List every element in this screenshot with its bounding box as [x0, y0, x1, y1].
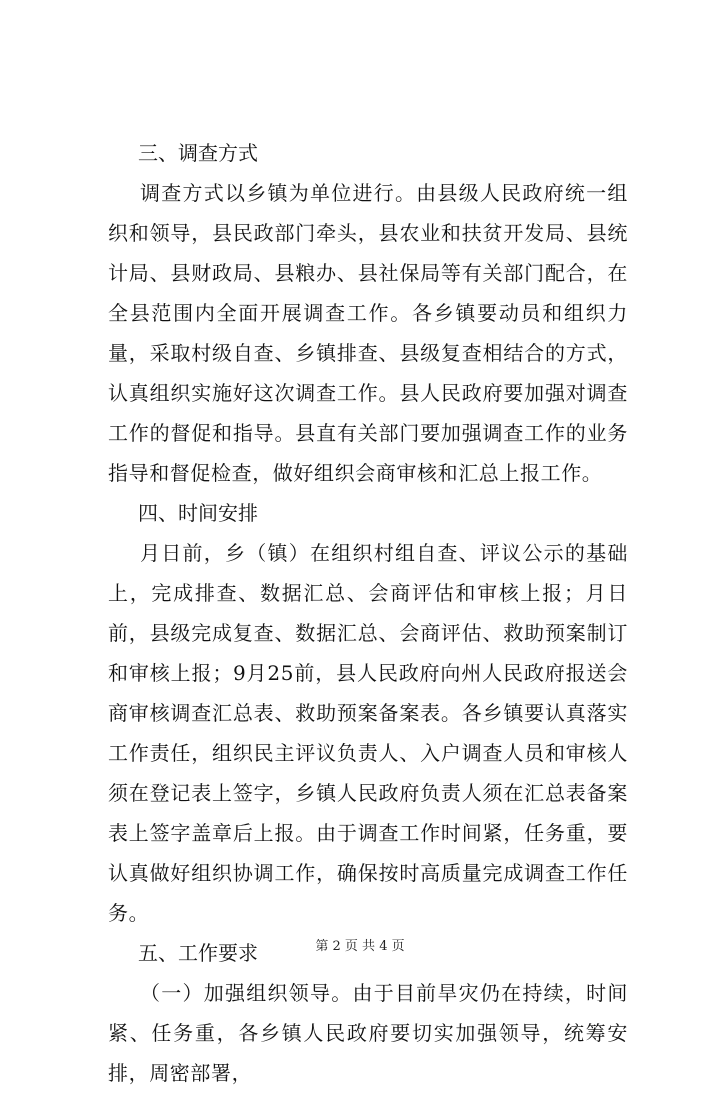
section-heading-survey-method: 三、调查方式: [138, 141, 258, 165]
section-heading-schedule: 四、时间安排: [138, 501, 258, 525]
page-number-footer: 第 2 页 共 4 页: [315, 939, 405, 954]
section-heading-requirements: 五、工作要求: [138, 941, 258, 965]
paragraph-schedule: 月日前，乡（镇）在组织村组自查、评议公示的基础上，完成排查、数据汇总、会商评估和审核上报；月日前，县级完成复查、数据汇总、会商评估、救助预案制订和审核上报；9月25前，县人民政府向州人民政府报送会商审核调查汇总表、救助预案备案表。各乡镇要认真落实工作责任，组织民主评议负责人、入户调查人员和审核人须在登记表上签字，乡镇人民政府负责人须在汇总表备案表上签字盖章后上报。由于调查工作时间紧，任务重，要认真做好组织协调工作，确保按时高质量完成调查工作任务。: [108, 541, 628, 925]
paragraph-survey-method: 调查方式以乡镇为单位进行。由县级人民政府统一组织和领导，县民政部门牵头，县农业和扶贫开发局、县统计局、县财政局、县粮办、县社保局等有关部门配合，在全县范围内全面开展调查工作。各乡镇要动员和组织力量，采取村级自查、乡镇排查、县级复查相结合的方式，认真组织实施好这次调查工作。县人民政府要加强对调查工作的督促和指导。县直有关部门要加强调查工作的业务指导和督促检查，做好组织会商审核和汇总上报工作。: [108, 181, 628, 485]
paragraph-requirements: （一）加强组织领导。由于目前旱灾仍在持续，时间紧、任务重，各乡镇人民政府要切实加强领导，统筹安排，周密部署，: [108, 981, 628, 1085]
